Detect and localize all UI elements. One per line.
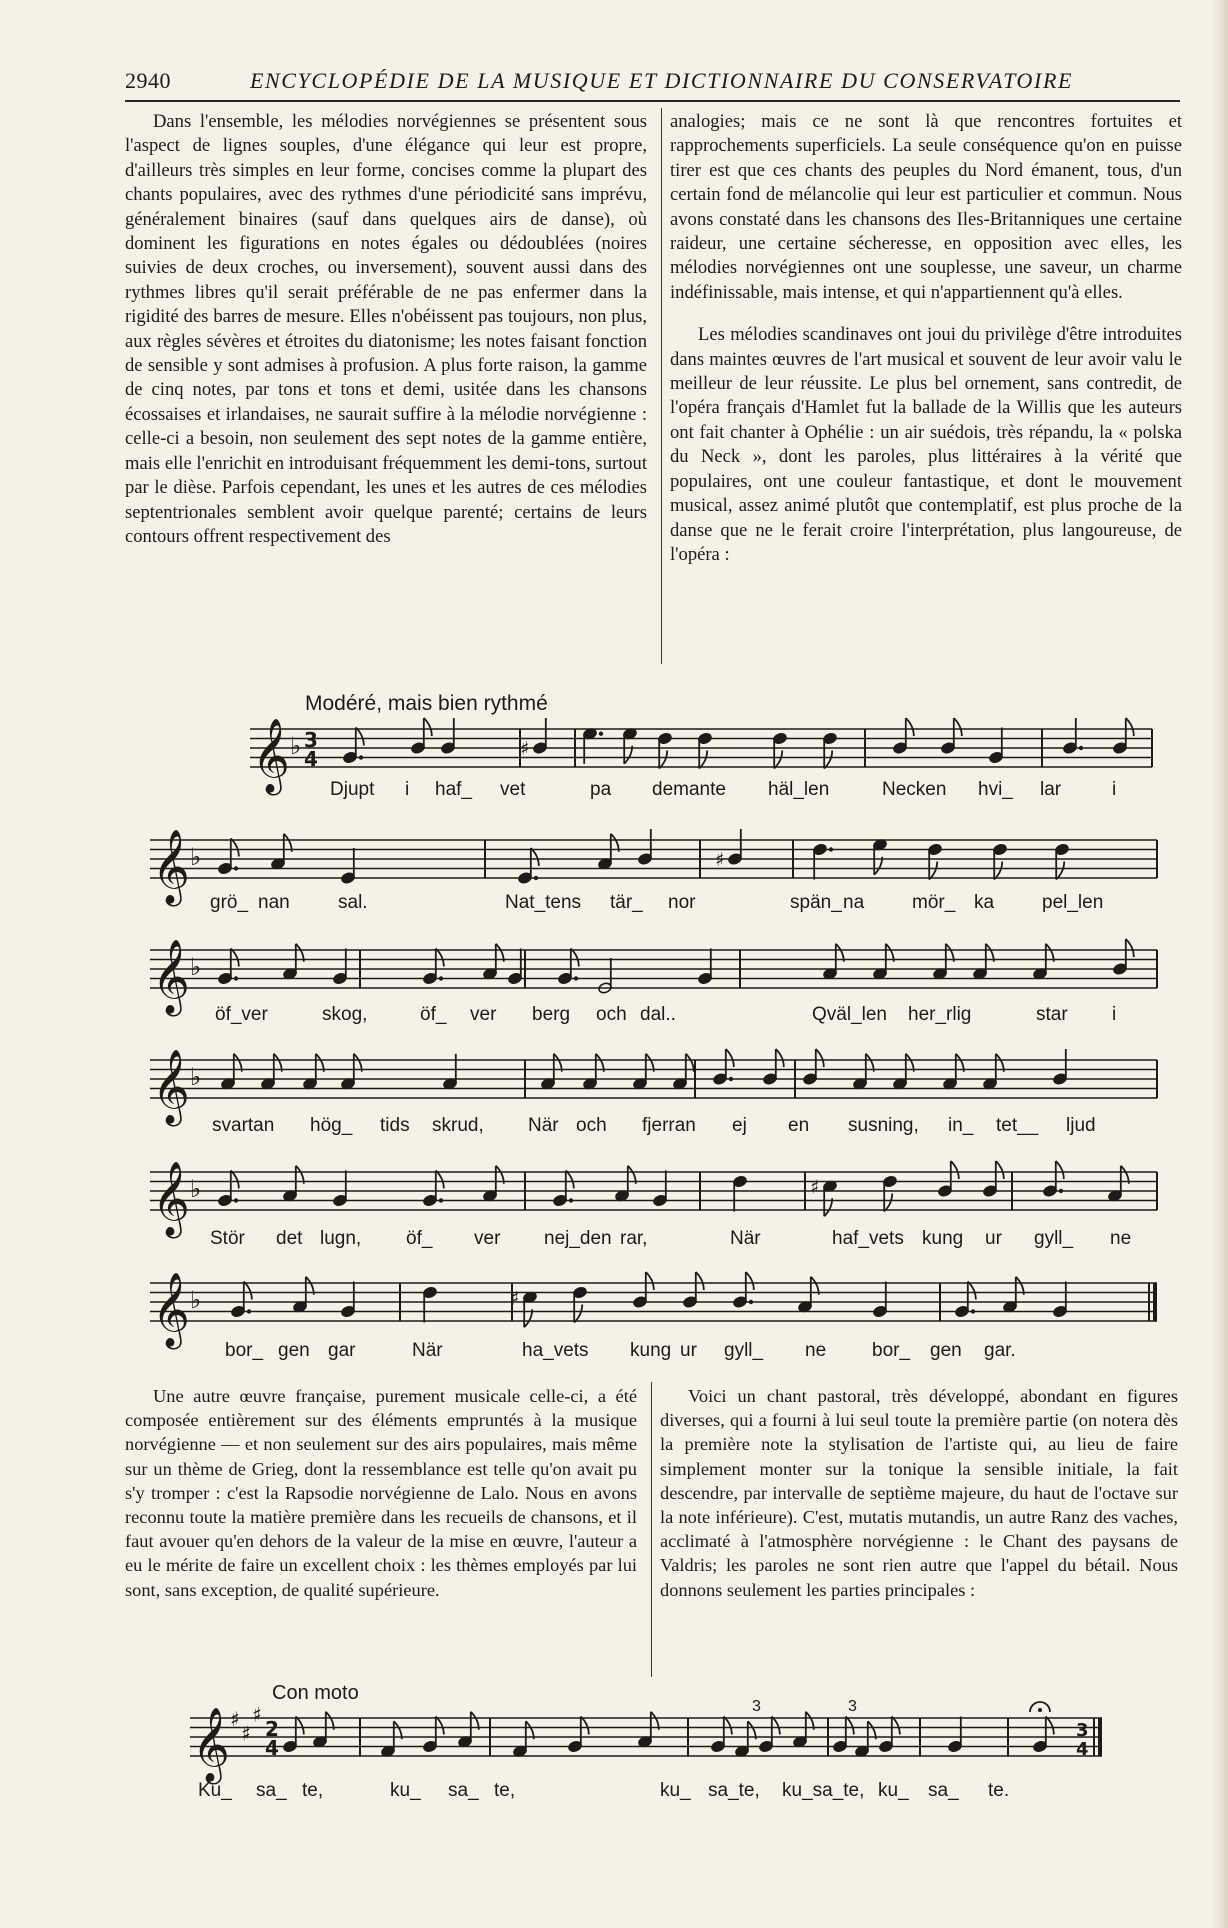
- lyric-syllable: ku_: [878, 1780, 909, 1801]
- lyric-syllable: sa_: [448, 1780, 479, 1801]
- lyric-syllable: ha_vets: [522, 1340, 589, 1361]
- tempo-marking-1: Modéré, mais bien rythmé: [305, 692, 548, 715]
- augmentation-dot: [574, 976, 578, 980]
- lyric-syllable: gar: [328, 1340, 356, 1361]
- note-flag: [816, 1049, 824, 1067]
- lyric-syllable: rar,: [620, 1228, 648, 1249]
- lyrics-line-6: [0, 1340, 1228, 1366]
- column-left-bottom: [125, 1384, 637, 1602]
- lyric-syllable: bor_: [225, 1340, 264, 1361]
- lyric-syllable: star: [1036, 1004, 1068, 1025]
- note-flag: [996, 1161, 1004, 1179]
- lyric-syllable: När: [730, 1228, 761, 1249]
- augmentation-dot: [234, 866, 238, 870]
- lyric-syllable: hvi_: [978, 779, 1013, 800]
- treble-clef-icon: 𝄞: [252, 719, 290, 793]
- note-flag: [746, 1272, 754, 1290]
- lyric-syllable: öf_ver: [215, 1004, 268, 1025]
- lyric-syllable: Stör: [210, 1228, 245, 1249]
- note-flag: [231, 949, 239, 967]
- note-flag: [1056, 1161, 1064, 1179]
- time-signature-denominator: 4: [265, 1736, 279, 1760]
- lyric-syllable: tär_: [610, 892, 643, 913]
- lyric-syllable: sa_: [928, 1780, 959, 1801]
- lyric-syllable: sa_: [256, 1780, 287, 1801]
- note-flag: [846, 1717, 854, 1735]
- note-flag: [994, 862, 1002, 880]
- sharp-sign-icon: ♯: [252, 1702, 262, 1727]
- note-flag: [968, 1282, 976, 1300]
- note-flag: [696, 1272, 704, 1290]
- paragraph-scandinavian-melodies: Les mélodies scandinaves ont joui du privilège d'être introduites dans maintes œuvres de l'art musical et souvent de leur avoir valu le meilleur de leur réussite. Le plus bel ornement, sans contredit, de l'opéra français d'Hamlet fut la ballade de la Willis que les auteurs ont fait chanter à Ophélie : un air suédois, très répandu, la « polska du Neck », dont les paroles, plus littéraires à la vérité que populaires, ont une couleur fantastique, et dont le mouvement musical, assez animé plutôt que contemplatif, est plus proche de la danse que ne le ferait croire l'interprétation, plus langoureuse, de l'opéra :: [670, 324, 1182, 565]
- note-flag: [1046, 1717, 1054, 1735]
- note-flag: [699, 751, 707, 769]
- note-flag: [571, 949, 579, 967]
- lyrics-line-1: [0, 779, 1228, 805]
- lyric-syllable: När: [412, 1340, 443, 1361]
- lyric-syllable: pel_len: [1042, 892, 1104, 913]
- note-flag: [356, 728, 364, 746]
- lyric-syllable: Necken: [882, 779, 947, 800]
- lyrics-line-kusate: [0, 1780, 1228, 1806]
- augmentation-dot: [749, 1300, 753, 1304]
- lyric-syllable: te,: [302, 1780, 324, 1801]
- augmentation-dot: [439, 976, 443, 980]
- lyric-syllable: susning,: [848, 1115, 919, 1136]
- sharp-accidental-icon: ♯: [520, 738, 530, 760]
- note-flag: [296, 1717, 304, 1735]
- note-flag: [1126, 718, 1134, 736]
- augmentation-dot: [971, 1309, 975, 1313]
- lyric-syllable: lar: [1040, 779, 1062, 800]
- lyric-syllable: och: [576, 1115, 607, 1136]
- note-flag: [574, 1305, 582, 1323]
- note-flag: [726, 1049, 734, 1067]
- note-flag: [659, 751, 667, 769]
- lyric-syllable: te,: [494, 1780, 516, 1801]
- lyric-syllable: i: [405, 779, 410, 800]
- time-signature-change: 3: [1076, 1720, 1089, 1741]
- lyric-syllable: spän_: [790, 892, 842, 913]
- lyric-syllable: skrud,: [432, 1115, 484, 1136]
- lyric-syllable: en: [788, 1115, 810, 1136]
- lyric-syllable: ku_: [390, 1780, 421, 1801]
- flat-sign-icon: ♭: [190, 1175, 202, 1203]
- note-flag: [244, 1282, 252, 1300]
- lyric-syllable: vet: [500, 779, 526, 800]
- note-flag: [772, 1717, 780, 1735]
- column-right-bottom: [660, 1384, 1178, 1602]
- time-signature-numerator: 3: [304, 728, 318, 752]
- flat-sign-icon: ♭: [190, 1286, 202, 1314]
- augmentation-dot: [247, 1309, 251, 1313]
- lyric-syllable: te.: [988, 1780, 1010, 1801]
- lyric-syllable: ljud: [1066, 1115, 1096, 1136]
- treble-clef-icon: 𝄞: [152, 1162, 190, 1236]
- note-flag: [774, 751, 782, 769]
- time-signature-denominator: 4: [304, 747, 318, 771]
- augmentation-dot: [534, 876, 538, 880]
- flat-sign-icon: ♭: [290, 732, 302, 760]
- treble-clef-icon: 𝄞: [152, 830, 190, 904]
- final-bar-thick: [1098, 1718, 1102, 1756]
- lyric-syllable: gyll_: [1034, 1228, 1074, 1249]
- time-signature-numerator: 2: [265, 1717, 279, 1741]
- augmentation-dot: [599, 732, 603, 736]
- triplet-mark: 3: [848, 1698, 857, 1715]
- augmentation-dot: [829, 847, 833, 851]
- note-flag: [566, 1171, 574, 1189]
- augmentation-dot: [569, 1198, 573, 1202]
- lyric-syllable: in_: [948, 1115, 974, 1136]
- lyric-syllable: gen: [278, 1340, 310, 1361]
- augmentation-dot: [1059, 1189, 1063, 1193]
- note-flag: [951, 1161, 959, 1179]
- note-flag: [929, 862, 937, 880]
- lyric-syllable: pa: [590, 779, 612, 800]
- lyric-syllable: Nat_tens: [505, 892, 582, 913]
- lyric-syllable: ur: [985, 1228, 1002, 1249]
- lyrics-line-5: [0, 1228, 1228, 1254]
- note-flag: [1126, 939, 1134, 957]
- lyric-syllable: na: [843, 892, 865, 913]
- augmentation-dot: [1079, 746, 1083, 750]
- lyric-syllable: häl_len: [768, 779, 830, 800]
- sharp-accidental-icon: ♯: [510, 1287, 520, 1310]
- lyric-syllable: ne: [805, 1340, 827, 1361]
- lyric-syllable: ur: [680, 1340, 697, 1361]
- lyric-syllable: öf_: [420, 1004, 447, 1025]
- page-number: 2940: [125, 68, 171, 93]
- lyric-syllable: fjerran: [642, 1115, 696, 1136]
- note-flag: [776, 1049, 784, 1067]
- lyric-syllable: haf_vets: [832, 1228, 904, 1249]
- lyric-syllable: öf_: [406, 1228, 433, 1249]
- treble-clef-icon: 𝄞: [152, 1050, 190, 1124]
- sharp-accidental-icon: ♯: [715, 849, 725, 871]
- lyric-syllable: hög_: [310, 1115, 353, 1136]
- lyric-syllable: gyll_: [724, 1340, 764, 1361]
- augmentation-dot: [234, 976, 238, 980]
- time-signature-change: 4: [1076, 1739, 1089, 1760]
- lyric-syllable: i: [1112, 1004, 1117, 1025]
- lyric-syllable: lugn,: [320, 1228, 362, 1249]
- lyric-syllable: kung: [630, 1340, 672, 1361]
- lyric-syllable: nej_den: [544, 1228, 612, 1249]
- lyric-syllable: haf_: [435, 779, 472, 800]
- lyric-syllable: Ku_: [198, 1780, 232, 1801]
- note-flag: [724, 1717, 732, 1735]
- paragraph-analogies: analogies; mais ce ne sont là que rencontres fortuites et rapprochements superficiels. La seule conséquence qu'on en puisse tirer est que ces chants des peuples du Nord émanent, tous, d'un certain fond de mélancolie qui leur est particulier et commun. Nous avons constaté dans les chansons des Iles-Britanniques une certaine raideur, une certaine sécheresse, en opposition avec elles, les mélodies norvégiennes ont une souplesse, une saveur, un charme indéfinissable, mais intense, et qui n'appartiennent qu'à elles.: [670, 111, 1182, 303]
- final-bar-thick: [1153, 1283, 1157, 1321]
- lyric-syllable: och: [596, 1004, 627, 1025]
- sharp-sign-icon: ♯: [241, 1721, 251, 1746]
- lyric-syllable: dal..: [640, 1004, 676, 1025]
- lyric-syllable: tids: [380, 1115, 410, 1136]
- note-flag: [436, 1717, 444, 1735]
- lyric-syllable: gar.: [984, 1340, 1016, 1361]
- lyric-syllable: ej: [732, 1115, 747, 1136]
- lyric-syllable: Qväl_len: [812, 1004, 887, 1025]
- lyric-syllable: svartan: [212, 1115, 275, 1136]
- note-flag: [581, 1717, 589, 1735]
- lyric-syllable: gen: [930, 1340, 962, 1361]
- triplet-mark: 3: [752, 1698, 761, 1715]
- flat-sign-icon: ♭: [190, 1063, 202, 1091]
- treble-clef-icon: 𝄞: [152, 1273, 190, 1347]
- note-flag: [884, 1194, 892, 1212]
- lyric-syllable: her_rlig: [908, 1004, 972, 1025]
- lyric-syllable: bor_: [872, 1340, 911, 1361]
- tempo-marking-2: Con moto: [272, 1682, 359, 1704]
- running-title: ENCYCLOPÉDIE DE LA MUSIQUE ET DICTIONNAIRE DU CONSERVATOIRE: [250, 68, 1074, 93]
- lyric-syllable: ku_sa_te,: [782, 1780, 865, 1801]
- lyric-syllable: nor: [668, 892, 696, 913]
- lyric-syllable: berg: [532, 1004, 571, 1025]
- paragraph-chant-des-paysans: Voici un chant pastoral, très développé, abondant en figures diverses, qui a fourni à lui seul toute la première partie (on notera dès la première note la stylisation de l'artiste qui, au lieu de faire simplement monter sur la tonique la sensible initiale, la fait descendre, par intervalle de septième majeure, du haut de l'octave sur la note inférieure). C'est, mutatis mutandis, un autre Ranz des vaches, acclimaté à l'atmosphère norvégienne : le Chant des paysans de Valdris; les paroles ne sont rien autre que l'appel du bétail. Nous donnons seulement les parties principales :: [660, 1386, 1178, 1600]
- sharp-accidental-icon: ♯: [810, 1176, 820, 1199]
- fermata-dot: [1038, 1708, 1042, 1712]
- paragraph-lalo-rapsodie: Une autre œuvre française, purement musicale celle-ci, a été composée entièrement sur des éléments empruntés à la musique norvégienne — et non seulement sur des airs populaires, mais même sur un thème de Grieg, dont la ressemblance est telle qu'on avait pu s'y tromper : c'est la Rapsodie norvégienne de Lalo. Nous en avons reconnu toute la matière première dans les recueils de chansons, et il faut avouer qu'en dehors de la valeur de la mise en œuvre, l'auteur a eu le mérite de faire un excellent choix : les thèmes employés par lui sont, sans exception, de qualité supérieure.: [125, 1386, 637, 1600]
- augmentation-dot: [729, 1077, 733, 1081]
- lyric-syllable: sa_te,: [708, 1780, 760, 1801]
- lyric-syllable: ver: [470, 1004, 497, 1025]
- lyric-syllable: tet__: [996, 1115, 1039, 1136]
- lyric-syllable: i: [1112, 779, 1117, 800]
- note-flag: [1056, 862, 1064, 880]
- lyric-syllable: ne: [1110, 1228, 1132, 1249]
- flat-sign-icon: ♭: [190, 843, 202, 871]
- flat-sign-icon: ♭: [190, 953, 202, 981]
- lyrics-line-2: [0, 892, 1228, 918]
- lyric-syllable: sal.: [338, 892, 368, 913]
- note-flag: [424, 718, 432, 736]
- lyric-syllable: Djupt: [330, 779, 375, 800]
- lyric-syllable: skog,: [322, 1004, 368, 1025]
- lyric-syllable: ku_: [660, 1780, 691, 1801]
- lyric-syllable: det: [276, 1228, 303, 1249]
- note-flag: [231, 839, 239, 857]
- note-flag: [531, 848, 539, 866]
- lyric-syllable: ver: [474, 1228, 501, 1249]
- lyric-syllable: mör_: [912, 892, 956, 913]
- treble-clef-icon: 𝄞: [152, 940, 190, 1014]
- lyrics-line-4: [0, 1115, 1228, 1141]
- sharp-sign-icon: ♯: [230, 1707, 240, 1731]
- note-flag: [646, 1272, 654, 1290]
- note-flag: [436, 949, 444, 967]
- paragraph-norwegian-melodies: Dans l'ensemble, les mélodies norvégiennes se présentent sous l'aspect de lignes souples, d'une élégance qui leur est propre, d'ailleurs très simples en leur forme, concises comme la plupart des chants populaires, avec des rythmes d'une périodicité sans imprévu, généralement binaires (sauf dans quelques airs de danse), où dominent les figurations en notes égales ou dédoublées (noires suivies de deux croches, ou inversement), souvent aussi dans des rythmes libres qu'il serait préférable de ne pas enfermer dans la rigidité des barres de mesure. Elles n'obéissent pas toujours, non plus, aux règles sévères et étroites du diatonisme; les notes faisant fonction de sensible y sont admises à profusion. A plus forte raison, la gamme de cinq notes, par tons et tons et demi, usitée dans les chansons écossaises et irlandaises, ne saurait suffire à la mélodie norvégienne : celle-ci a besoin, non seulement des sept notes de la gamme entière, mais elle l'enrichit en introduisant fréquemment les demi-tons, surtout par le dièse. Parfois cependant, les unes et les autres de ces mélodies septentrionales semblent avoir quelque parenté; certains de leurs contours offrent respectivement des: [125, 111, 647, 547]
- lyric-syllable: grö_: [210, 892, 249, 913]
- lyric-syllable: demante: [652, 779, 726, 800]
- note-flag: [231, 1171, 239, 1189]
- column-divider-bottom: [651, 1382, 652, 1677]
- lyric-syllable: kung: [922, 1228, 964, 1249]
- note-flag: [892, 1717, 900, 1735]
- augmentation-dot: [234, 1198, 238, 1202]
- lyric-syllable: nan: [258, 892, 290, 913]
- treble-clef-icon: 𝄞: [192, 1708, 230, 1782]
- note-flag: [954, 718, 962, 736]
- augmentation-dot: [359, 755, 363, 759]
- note-flag: [906, 718, 914, 736]
- augmentation-dot: [439, 1198, 443, 1202]
- note-flag: [436, 1171, 444, 1189]
- lyrics-line-3: [0, 1004, 1228, 1030]
- lyric-syllable: ka: [974, 892, 995, 913]
- note-flag: [824, 751, 832, 769]
- lyric-syllable: När: [528, 1115, 559, 1136]
